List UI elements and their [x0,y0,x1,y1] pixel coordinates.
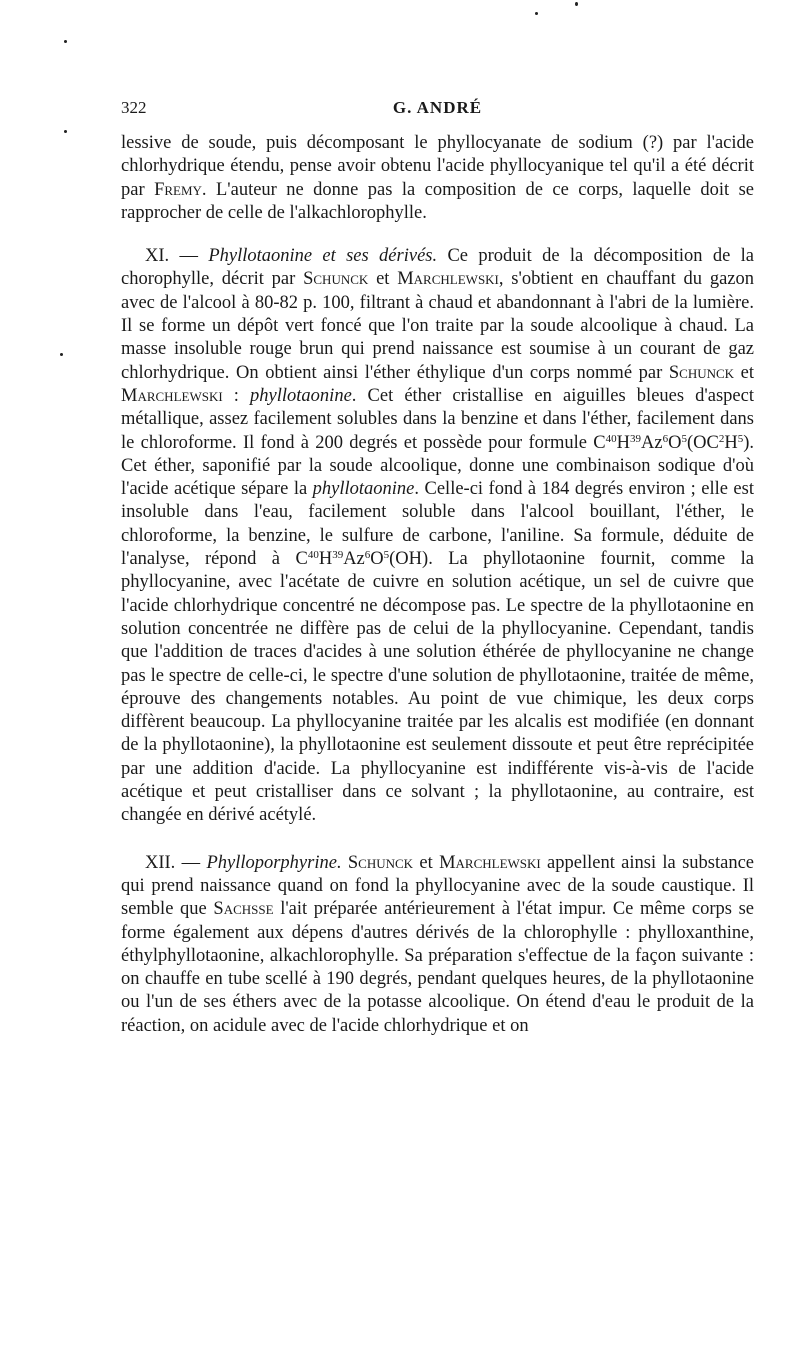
author-name: Schunck [303,269,369,290]
running-head: G. ANDRÉ [392,98,483,117]
author-name: Schunck [347,852,414,873]
page-header [121,98,754,128]
author-name: Marchlewski [121,385,223,406]
author-name: Marchlewski [397,269,499,290]
scan-speck [64,130,67,133]
section-xi [121,245,754,827]
text-run: appellent ainsi la substance qui prend naissance quand on fond la phyllocyanine avec de la soude caustique. Il semble que [121,852,754,920]
text-run: et [413,852,440,873]
author-name: Marchlewski [439,852,541,873]
body-text [121,132,754,1038]
scan-speck [60,353,63,356]
text-run: . Celle-ci fond à 184 degrés environ ; elle est insoluble dans l'eau, facilement soluble dans l'alcool bouillant, l'éther, le chloroforme, la benzine, le sulfure de carbone, l'aniline. Sa formule, déduite de l'analyse, répond à [121,479,754,570]
text-run: . Cet éther, saponifié par la soude alcoolique, donne une combinaison sodique d'où l'acide acétique sépare la [121,432,754,500]
text-run: , s'obtient en chauffant du gazon avec de l'alcool à 80-82 p. 100, filtrant à chaud et abandonnant à l'abri de la lumière. Il se forme un dépôt vert foncé que l'on traite par la soude alcoolique à chaud. La masse insoluble rouge brun qui prend naissance est soumise à un courant de gaz chlorhydrique. On obtient ainsi l'éther éthylique d'un corps nommé par [121,269,755,383]
compound-name: phyllotaonine [250,385,352,406]
scan-speck [575,2,578,6]
page-number: 322 [121,98,147,117]
section-title: Phylloporphyrine. [206,852,342,873]
section-xii [121,852,754,1038]
text-run: Ce produit de la décomposition de la chorophylle, décrit par [121,246,754,290]
text-run: l'ait préparée antérieurement à l'état impur. Ce même corps se forme également aux dépens d'autres dérivés de la chlorophylle : phylloxanthine, éthylphyllotaonine, alkachlorophylle. Sa préparation s'effectue de la façon suivante : on chauffe en tube scellé à 190 degrés, pendant quelques heures, de la phyllotaonine ou l'un de ses éthers avec de la potasse alcoolique. On étend d'eau le produit de la réaction, on acidule avec de l'acide chlorhydrique et on [121,899,754,1036]
compound-name: phyllotaonine [312,479,415,500]
section-title: Phyllotaonine et ses dérivés. [208,246,438,267]
text-run: . L'auteur ne donne pas la composition de ce corps, laquelle doit se rapprocher de celle de l'alkachlorophylle. [121,179,755,223]
text-run: et [734,362,754,383]
author-name: Schunck [668,362,735,383]
author-name: Sachsse [213,899,274,920]
paragraph-continuation [121,132,754,225]
scan-speck [64,40,67,43]
text-run: . Cet éther cristallise en aiguilles bleues d'aspect métallique, assez facilement solubles dans la benzine et dans l'éther, facilement dans le chloroforme. Il fond à 200 degrés et possède pour formule [121,385,754,453]
author-name: Fremy [154,179,202,200]
text-run: lessive de soude, puis décomposant le phyllocyanate de sodium (?) par l'acide chlorhydrique étendu, pense avoir obtenu l'acide phyllocyanique tel qu'il a été décrit par [121,133,754,200]
text-run: . La phyllotaonine fournit, comme la phyllocyanine, avec l'acétate de cuivre en solution acétique, un sel de cuivre que l'acide chlorhydrique concentré ne décompose pas. Le spectre de la phyllotaonine en solution concentrée ne diffère pas de celui de la phyllocyanine. Cependant, tandis que l'addition de traces d'acides à une solution éthérée de phyllocyanine ne change pas le spectre de celle-ci, le spectre d'une solution de phyllotaonine, traitée de même, éprouve des changements notables. Au point de vue chimique, les deux corps diffèrent beaucoup. La phyllocyanine traitée par les alcalis est modifiée (en donnant de la phyllotaonine), la phyllotaonine est seulement dissoute et peut être reprécipitée par une addition d'acide. La phyllocyanine est indifférente vis-à-vis de l'acide acétique et peut cristalliser dans ce solvant ; la phyllotaonine, au contraire, est changée en dérivé acétylé. [121,549,755,826]
scan-speck [535,12,538,15]
section-number: XII. — [145,852,207,873]
text-run: : [222,385,251,406]
chemical-formula: $C^{40}H^{39}Az^6O^5(OH)$ [295,549,429,570]
section-number: XI. — [145,246,209,267]
chemical-formula: $C^{40}H^{39}Az^6O^5(OC^2H^5)$ [593,432,750,453]
text-run: et [368,269,398,290]
